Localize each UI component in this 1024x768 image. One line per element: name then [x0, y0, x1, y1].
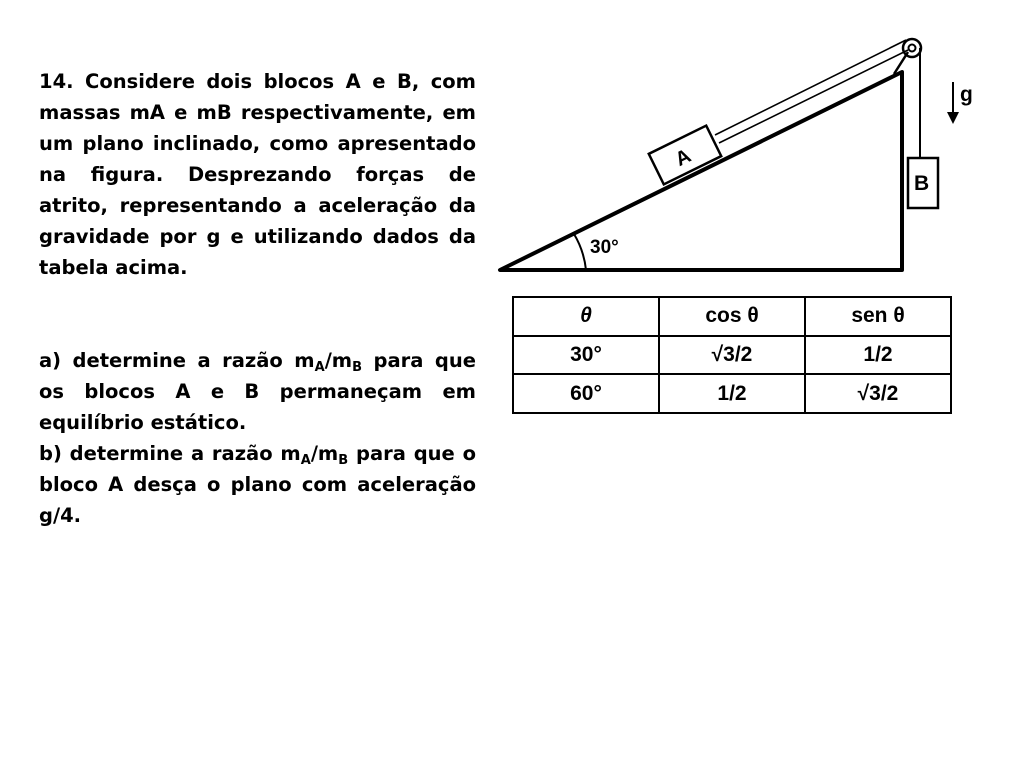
cell-sen-30: 1/2 [805, 336, 951, 375]
header-cos: cos θ [659, 297, 805, 336]
gravity-arrow-head [947, 112, 959, 124]
trig-table [512, 296, 952, 414]
cell-cos-60: 1/2 [659, 374, 805, 413]
inclined-plane [500, 72, 902, 270]
block-a-label: A [671, 144, 695, 172]
subscript-a: A [300, 453, 311, 468]
rope-a-lower [719, 50, 908, 143]
question-a [39, 345, 476, 438]
spacer [39, 283, 476, 345]
table-header-row [513, 297, 951, 336]
cell-theta-30: 30° [513, 336, 659, 375]
subscript-b: B [352, 360, 363, 375]
angle-label: 30° [590, 237, 619, 258]
question-a-suffix: para que os blocos A e B permaneçam em equilíbrio estático. [39, 349, 476, 434]
problem-text [39, 66, 476, 531]
cell-sen-60: √3/2 [805, 374, 951, 413]
header-sen: sen θ [805, 297, 951, 336]
subscript-a: A [314, 360, 325, 375]
table-row [513, 374, 951, 413]
table-row [513, 336, 951, 375]
rope-a [715, 40, 906, 135]
angle-arc [574, 234, 586, 270]
ratio-slash: /m [310, 442, 339, 465]
question-a-prefix: a) determine a razão m [39, 349, 315, 372]
inclined-plane-figure [490, 32, 986, 414]
question-b-prefix: b) determine a razão m [39, 442, 301, 465]
question-b [39, 438, 476, 531]
subscript-b: B [338, 453, 349, 468]
cell-theta-60: 60° [513, 374, 659, 413]
ratio-slash: /m [324, 349, 353, 372]
block-b-label: B [914, 172, 930, 195]
header-theta: θ [513, 297, 659, 336]
question-b-suffix: para que o bloco A desça o plano com aceleração g/4. [39, 442, 476, 527]
problem-intro: 14. Considere dois blocos A e B, com massas mA e mB respectivamente, em um plano inclinado, como apresentado na figura. Desprezando forças de atrito, representando a aceleração da gravidade por g e utilizando dados da tabela acima. [39, 70, 476, 279]
cell-cos-30: √3/2 [659, 336, 805, 375]
gravity-label: g [960, 83, 973, 106]
